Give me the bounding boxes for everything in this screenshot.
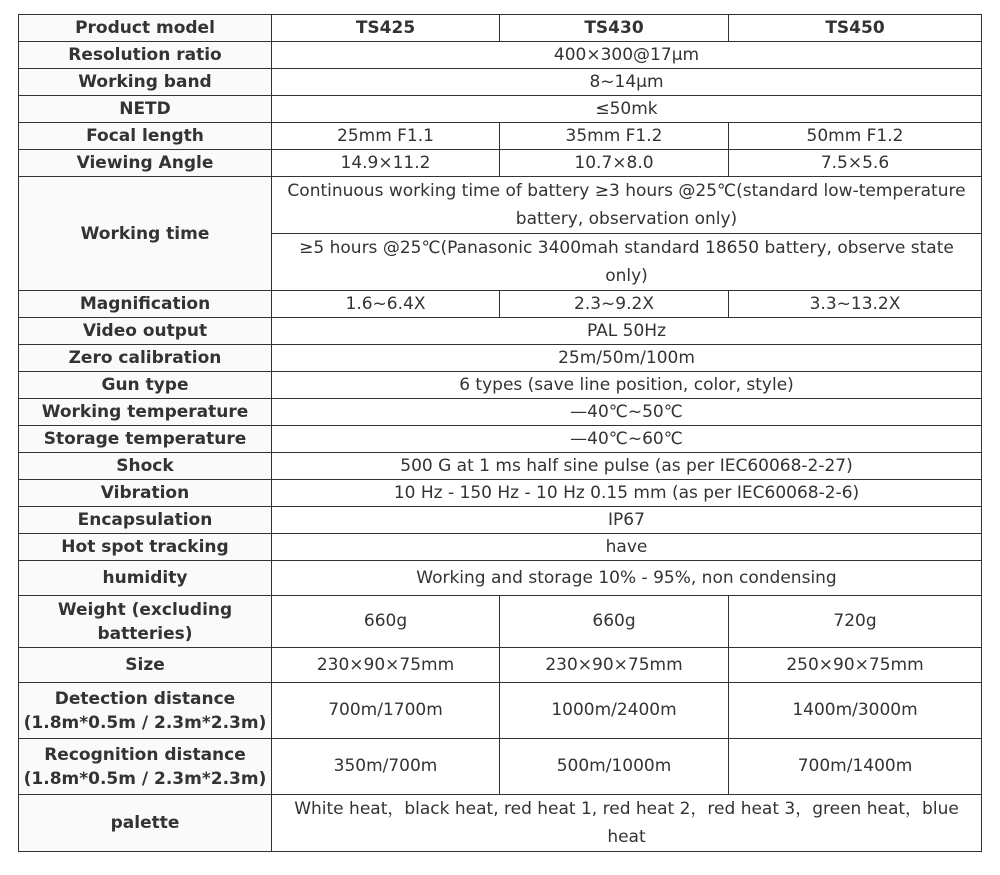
row-value: 6 types (save line position, color, style)	[272, 372, 982, 399]
row-label: Vibration	[19, 480, 272, 507]
cell-ts450: 3.3~13.2X	[729, 291, 982, 318]
row-encapsulation	[19, 507, 982, 534]
row-label: Video output	[19, 318, 272, 345]
row-value: 25m/50m/100m	[272, 345, 982, 372]
cell-ts450: 50mm F1.2	[729, 123, 982, 150]
row-value: 400×300@17μm	[272, 42, 982, 69]
row-palette	[19, 795, 982, 852]
row-value: ≤50mk	[272, 96, 982, 123]
row-size	[19, 648, 982, 683]
cell-ts425: 25mm F1.1	[272, 123, 500, 150]
row-magnification	[19, 291, 982, 318]
row-band	[19, 69, 982, 96]
row-resolution	[19, 42, 982, 69]
row-value: —40℃~50℃	[272, 399, 982, 426]
cell-ts450: 720g	[729, 596, 982, 648]
cell-ts450: 250×90×75mm	[729, 648, 982, 683]
row-value: 8~14μm	[272, 69, 982, 96]
row-hotspot	[19, 534, 982, 561]
model-ts450: TS450	[729, 15, 982, 42]
row-label: Working temperature	[19, 399, 272, 426]
row-detection	[19, 683, 982, 739]
row-vibration	[19, 480, 982, 507]
row-label: humidity	[19, 561, 272, 596]
row-label: Storage temperature	[19, 426, 272, 453]
row-angle	[19, 150, 982, 177]
row-video	[19, 318, 982, 345]
row-recognition	[19, 739, 982, 795]
cell-ts425: 230×90×75mm	[272, 648, 500, 683]
cell-ts430: 1000m/2400m	[500, 683, 729, 739]
row-value: have	[272, 534, 982, 561]
row-zero	[19, 345, 982, 372]
cell-ts430: 660g	[500, 596, 729, 648]
cell-ts450: 1400m/3000m	[729, 683, 982, 739]
spec-table	[18, 14, 982, 852]
cell-ts425: 350m/700m	[272, 739, 500, 795]
row-value: White heat，black heat, red heat 1, red heat 2，red heat 3，green heat，blue heat	[272, 795, 982, 852]
row-value: Continuous working time of battery ≥3 hours @25℃(standard low-temperature battery, observation only)	[272, 177, 982, 234]
row-label: Hot spot tracking	[19, 534, 272, 561]
row-label: Weight (excluding batteries)	[19, 596, 272, 648]
row-label: Encapsulation	[19, 507, 272, 534]
row-humidity	[19, 561, 982, 596]
row-label: Resolution ratio	[19, 42, 272, 69]
row-netd	[19, 96, 982, 123]
cell-ts430: 35mm F1.2	[500, 123, 729, 150]
row-label: Shock	[19, 453, 272, 480]
model-ts430: TS430	[500, 15, 729, 42]
row-value: IP67	[272, 507, 982, 534]
row-focal	[19, 123, 982, 150]
cell-ts430: 230×90×75mm	[500, 648, 729, 683]
row-storage-temp	[19, 426, 982, 453]
row-weight	[19, 596, 982, 648]
row-label: Gun type	[19, 372, 272, 399]
row-value: PAL 50Hz	[272, 318, 982, 345]
row-working-time-1	[19, 177, 982, 234]
model-ts425: TS425	[272, 15, 500, 42]
row-gun	[19, 372, 982, 399]
row-label: Size	[19, 648, 272, 683]
row-label: Magnification	[19, 291, 272, 318]
cell-ts425: 660g	[272, 596, 500, 648]
row-shock	[19, 453, 982, 480]
row-label: Detection distance (1.8m*0.5m / 2.3m*2.3m)	[19, 683, 272, 739]
header-row	[19, 15, 982, 42]
row-value: —40℃~60℃	[272, 426, 982, 453]
row-label: Zero calibration	[19, 345, 272, 372]
row-value: 10 Hz - 150 Hz - 10 Hz 0.15 mm (as per IEC60068-2-6)	[272, 480, 982, 507]
cell-ts425: 700m/1700m	[272, 683, 500, 739]
row-label: Working time	[19, 177, 272, 291]
header-label: Product model	[19, 15, 272, 42]
cell-ts425: 1.6~6.4X	[272, 291, 500, 318]
row-value: ≥5 hours @25℃(Panasonic 3400mah standard 18650 battery, observe state only)	[272, 234, 982, 291]
cell-ts425: 14.9×11.2	[272, 150, 500, 177]
row-value: 500 G at 1 ms half sine pulse (as per IEC60068-2-27)	[272, 453, 982, 480]
row-label: Viewing Angle	[19, 150, 272, 177]
row-work-temp	[19, 399, 982, 426]
row-label: NETD	[19, 96, 272, 123]
row-label: palette	[19, 795, 272, 852]
cell-ts430: 500m/1000m	[500, 739, 729, 795]
cell-ts430: 10.7×8.0	[500, 150, 729, 177]
row-label: Focal length	[19, 123, 272, 150]
row-label: Recognition distance (1.8m*0.5m / 2.3m*2.3m)	[19, 739, 272, 795]
cell-ts430: 2.3~9.2X	[500, 291, 729, 318]
row-value: Working and storage 10% - 95%, non condensing	[272, 561, 982, 596]
row-label: Working band	[19, 69, 272, 96]
cell-ts450: 700m/1400m	[729, 739, 982, 795]
cell-ts450: 7.5×5.6	[729, 150, 982, 177]
